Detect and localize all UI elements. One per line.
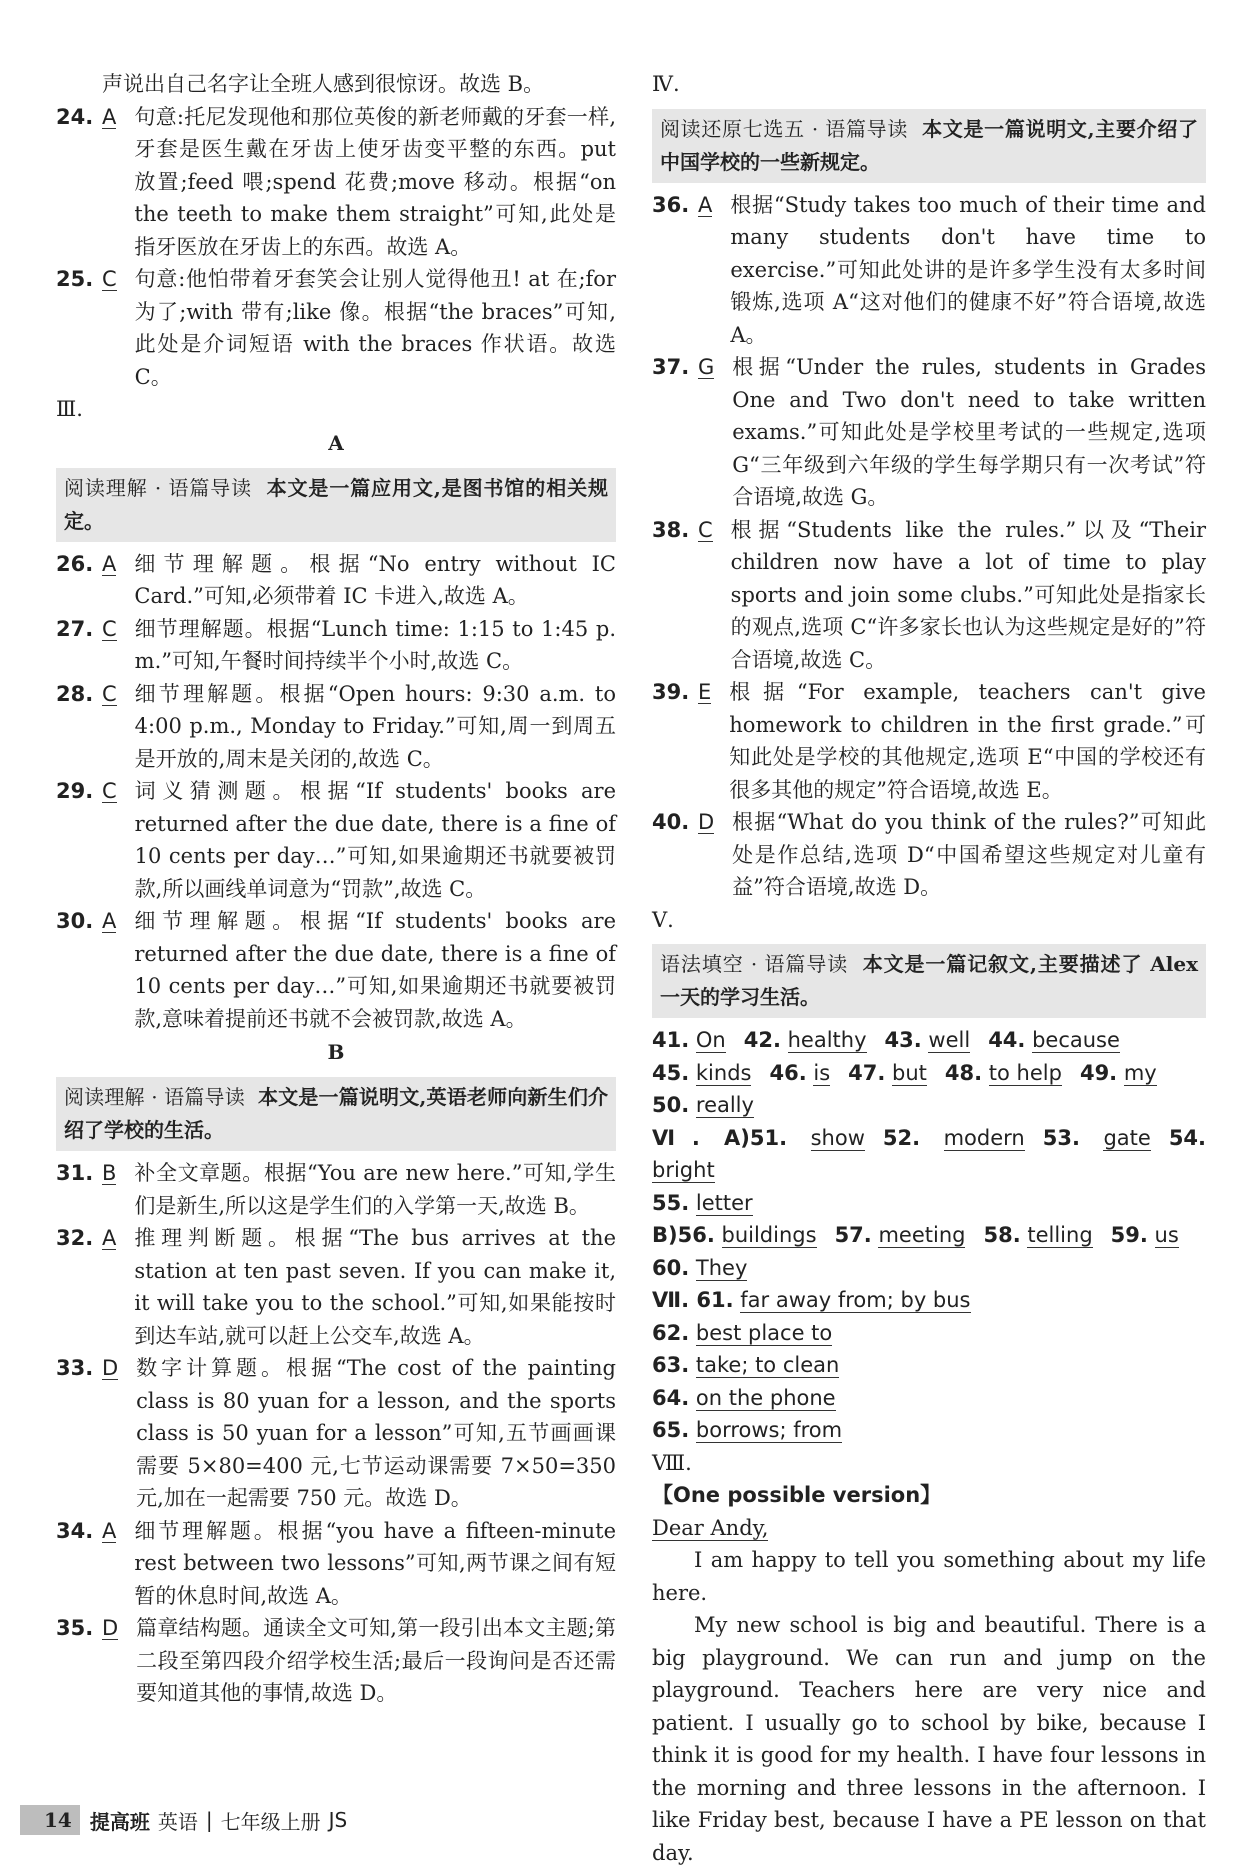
answer-item bbox=[652, 351, 1206, 514]
explanation: 细节理解题。根据“If students' books are returned after the due date, there is a fine of 10 cents per day…”可知,如果逾期还书就要被罚款,意味着提前还书就不会被罚款,故选 A。 bbox=[134, 905, 616, 1035]
passage-b-heading: B bbox=[56, 1035, 616, 1069]
fill-answer: healthy bbox=[788, 1028, 867, 1053]
fill-answer: us bbox=[1155, 1223, 1179, 1248]
fill-number: Ⅵ. A)51. bbox=[652, 1126, 787, 1150]
fill-answer: letter bbox=[696, 1191, 753, 1216]
fill-answer: is bbox=[813, 1061, 830, 1086]
fill-answer: my bbox=[1124, 1061, 1157, 1086]
fill-answer: because bbox=[1032, 1028, 1120, 1053]
answer-letter: E bbox=[698, 676, 711, 704]
fill-line bbox=[652, 1252, 1206, 1285]
fill-number: 45. bbox=[652, 1061, 689, 1085]
fill-line bbox=[652, 1089, 1206, 1122]
guide-label: 阅读理解 · 语篇导读 bbox=[64, 476, 252, 500]
question-number: 39. bbox=[652, 676, 698, 709]
answer-letter: D bbox=[102, 1612, 118, 1640]
page-footer bbox=[20, 1805, 347, 1835]
fill-answer: kinds bbox=[696, 1061, 752, 1086]
passage-a-guide bbox=[56, 468, 616, 542]
fill-number: 63. bbox=[652, 1353, 689, 1377]
answer-letter: A bbox=[102, 905, 116, 933]
answer-item bbox=[56, 613, 616, 678]
fill-answer: modern bbox=[944, 1126, 1025, 1151]
guide-text: 本文是一篇应用文,是图书馆的相关规定。 bbox=[64, 476, 608, 533]
fill-answer: show bbox=[811, 1126, 865, 1151]
guide-label: 语法填空 · 语篇导读 bbox=[660, 952, 848, 976]
question-number: 27. bbox=[56, 613, 102, 646]
passage-b-guide bbox=[56, 1077, 616, 1151]
fill-number: 62. bbox=[652, 1321, 689, 1345]
answer-item bbox=[652, 189, 1206, 352]
fill-answers bbox=[652, 1024, 1206, 1447]
answer-letter: C bbox=[698, 514, 713, 542]
answer-letter: C bbox=[102, 775, 117, 803]
fill-number: 60. bbox=[652, 1256, 689, 1280]
answer-letter: A bbox=[102, 548, 116, 576]
answer-letter: G bbox=[698, 351, 714, 379]
answer-item bbox=[56, 263, 616, 393]
fill-number: 58. bbox=[983, 1223, 1020, 1247]
fill-answer: far away from; by bus bbox=[740, 1288, 970, 1313]
explanation: 数字计算题。根据“The cost of the painting class is 80 yuan for a lesson, and the sports class is 50 yuan for a lesson”可知,五节画画课需要 5×80=400 元,七节运动课需要 7×50=350 元,加在一起需要 750 元。故选 D。 bbox=[136, 1352, 616, 1515]
fill-number: 44. bbox=[988, 1028, 1025, 1052]
answer-letter: C bbox=[102, 263, 117, 291]
fill-answer: On bbox=[696, 1028, 726, 1053]
question-number: 24. bbox=[56, 101, 102, 134]
question-number: 26. bbox=[56, 548, 102, 581]
passage-a-heading: A bbox=[56, 426, 616, 460]
explanation: 根据“Study takes too much of their time and many students don't have time to exercise.”可知此处讲的是许多学生没有太多时间锻炼,选项 A“这对他们的健康不好”符合语境,故选 A。 bbox=[730, 189, 1206, 352]
fill-number: 65. bbox=[652, 1418, 689, 1442]
fill-number: 50. bbox=[652, 1093, 689, 1117]
guide-label: 阅读还原七选五 · 语篇导读 bbox=[660, 117, 908, 141]
fill-answer: borrows; from bbox=[696, 1418, 842, 1443]
edition: JS bbox=[329, 1808, 348, 1832]
fill-answer: but bbox=[892, 1061, 927, 1086]
explanation: 根据“Students like the rules.”以及“Their children now have a lot of time to play sports and join some clubs.”可知此处是指家长的观点,选项 C“许多家长也认为这些规定是好的”符合语境,故选 C。 bbox=[731, 514, 1206, 677]
guide-text: 本文是一篇说明文,英语老师向新生们介绍了学校的生活。 bbox=[64, 1085, 608, 1142]
fill-line bbox=[652, 1057, 1206, 1090]
fill-line bbox=[652, 1382, 1206, 1415]
question-number: 32. bbox=[56, 1222, 102, 1255]
fill-number: 49. bbox=[1080, 1061, 1117, 1085]
answer-letter: A bbox=[102, 101, 116, 129]
answer-letter: A bbox=[102, 1515, 116, 1543]
answer-letter: D bbox=[102, 1352, 118, 1380]
answer-item bbox=[56, 1157, 616, 1222]
answer-letter: A bbox=[698, 189, 712, 217]
fill-answer: to help bbox=[989, 1061, 1062, 1086]
question-number: 29. bbox=[56, 775, 102, 808]
question-number: 28. bbox=[56, 678, 102, 711]
answer-group-5 bbox=[652, 189, 1206, 904]
fill-number: Ⅶ. 61. bbox=[652, 1288, 734, 1312]
fill-answer: gate bbox=[1103, 1126, 1150, 1151]
answer-item bbox=[56, 1352, 616, 1515]
answer-letter: A bbox=[102, 1222, 116, 1250]
passage-d-guide bbox=[652, 944, 1206, 1018]
fill-answer: bright bbox=[652, 1158, 715, 1183]
fill-answer: buildings bbox=[722, 1223, 817, 1248]
model-essay bbox=[652, 1512, 1206, 1869]
subject: 英语 bbox=[158, 1806, 198, 1835]
essay-greeting: Dear Andy, bbox=[652, 1512, 1206, 1545]
explanation: 细节理解题。根据“Open hours: 9:30 a.m. to 4:00 p.m., Monday to Friday.”可知,周一到周五是开放的,周末是关闭的,故选 C。 bbox=[135, 678, 616, 776]
fill-line bbox=[652, 1414, 1206, 1447]
explanation: 句意:他怕带着牙套笑会让别人觉得他丑! at 在;for 为了;with 带有;like 像。根据“the braces”可知,此处是介词短语 with the braces 作状语。故选 C。 bbox=[135, 263, 616, 393]
question-number: 36. bbox=[652, 189, 698, 222]
answer-item bbox=[56, 548, 616, 613]
explanation: 根据“For example, teachers can't give homework to children in the first grade.”可知此处是学校的其他规定,选项 E“中国的学校还有很多其他的规定”符合语境,故选 E。 bbox=[729, 676, 1206, 806]
question-number: 40. bbox=[652, 806, 698, 839]
question-number: 25. bbox=[56, 263, 102, 296]
answer-item bbox=[56, 101, 616, 264]
fill-answer: take; to clean bbox=[696, 1353, 839, 1378]
fill-number: 46. bbox=[769, 1061, 806, 1085]
passage-c-guide bbox=[652, 109, 1206, 183]
fill-answer: really bbox=[696, 1093, 754, 1118]
fill-number: 55. bbox=[652, 1191, 689, 1215]
answer-item bbox=[652, 514, 1206, 677]
answer-item bbox=[56, 1612, 616, 1710]
right-column bbox=[652, 68, 1206, 1869]
explanation: 细节理解题。根据“you have a fifteen-minute rest between two lessons”可知,两节课之间有短暂的休息时间,故选 A。 bbox=[134, 1515, 616, 1613]
answer-group-3 bbox=[56, 548, 616, 1036]
fill-answer: meeting bbox=[878, 1223, 965, 1248]
section-8-heading: Ⅷ. bbox=[652, 1447, 1206, 1480]
essay-paragraph-2: My new school is big and beautiful. There is a big playground. We can run and jump on the playground. Teachers here are very nice and patient. I usually go to school by bike, because I think it is good for my health. I have four lessons in the morning and three lessons in the afternoon. I like Friday best, because I have a PE lesson on that day. bbox=[652, 1609, 1206, 1869]
question-number: 31. bbox=[56, 1157, 102, 1190]
fill-number: 43. bbox=[885, 1028, 922, 1052]
fill-line bbox=[652, 1187, 1206, 1220]
fill-line bbox=[652, 1122, 1206, 1187]
answer-item bbox=[56, 1222, 616, 1352]
intro-line: 声说出自己名字让全班人感到很惊讶。故选 B。 bbox=[56, 68, 616, 101]
answer-item bbox=[56, 1515, 616, 1613]
question-number: 30. bbox=[56, 905, 102, 938]
section-3-heading: Ⅲ. bbox=[56, 393, 616, 426]
question-number: 38. bbox=[652, 514, 698, 547]
grade: 七年级上册 bbox=[221, 1806, 321, 1835]
question-number: 34. bbox=[56, 1515, 102, 1548]
answer-group-2 bbox=[56, 101, 616, 394]
fill-answer: best place to bbox=[696, 1321, 832, 1346]
answer-item bbox=[56, 678, 616, 776]
answer-item bbox=[652, 806, 1206, 904]
essay-paragraph-1: I am happy to tell you something about my life here. bbox=[652, 1544, 1206, 1609]
fill-line bbox=[652, 1024, 1206, 1057]
answer-letter: C bbox=[102, 613, 117, 641]
explanation: 根据“Under the rules, students in Grades One and Two don't need to take written exams.”可知此处是学校里考试的一些规定,选项 G“三年级到六年级的学生每学期只有一次考试”符合语境,故选 G。 bbox=[732, 351, 1206, 514]
fill-number: 41. bbox=[652, 1028, 689, 1052]
page-number: 14 bbox=[20, 1805, 80, 1835]
fill-line bbox=[652, 1349, 1206, 1382]
answer-item bbox=[56, 775, 616, 905]
fill-number: 53. bbox=[1043, 1126, 1080, 1150]
section-4-heading: Ⅳ. bbox=[652, 68, 1206, 101]
separator: | bbox=[206, 1808, 213, 1832]
fill-answer: on the phone bbox=[696, 1386, 836, 1411]
fill-line bbox=[652, 1317, 1206, 1350]
question-number: 37. bbox=[652, 351, 698, 384]
fill-answer: They bbox=[696, 1256, 748, 1281]
explanation: 词义猜测题。根据“If students' books are returned after the due date, there is a fine of 10 cents per day…”可知,如果逾期还书就要被罚款,所以画线单词意为“罚款”,故选 C。 bbox=[135, 775, 616, 905]
guide-label: 阅读理解 · 语篇导读 bbox=[64, 1085, 245, 1109]
left-column bbox=[56, 68, 616, 1710]
fill-answer: well bbox=[928, 1028, 970, 1053]
fill-number: 59. bbox=[1111, 1223, 1148, 1247]
explanation: 补全文章题。根据“You are new here.”可知,学生们是新生,所以这是学生们的入学第一天,故选 B。 bbox=[134, 1157, 616, 1222]
fill-line bbox=[652, 1284, 1206, 1317]
fill-line bbox=[652, 1219, 1206, 1252]
answer-letter: B bbox=[102, 1157, 116, 1185]
guide-text: 本文是一篇记叙文,主要描述了 Alex 一天的学习生活。 bbox=[660, 952, 1198, 1009]
section-5-heading: Ⅴ. bbox=[652, 904, 1206, 937]
fill-answer: telling bbox=[1027, 1223, 1092, 1248]
brand-name: 提高班 bbox=[90, 1806, 150, 1835]
guide-text: 本文是一篇说明文,主要介绍了中国学校的一些新规定。 bbox=[660, 117, 1198, 174]
question-number: 35. bbox=[56, 1612, 102, 1645]
explanation: 句意:托尼发现他和那位英俊的新老师戴的牙套一样,牙套是医生戴在牙齿上使牙齿变平整的东西。put 放置;feed 喂;spend 花费;move 移动。根据“on the teeth to make them straight”可知,此处是指牙医放在牙齿上的东西。故选 A。 bbox=[134, 101, 616, 264]
fill-number: 54. bbox=[1169, 1126, 1206, 1150]
answer-letter: D bbox=[698, 806, 714, 834]
fill-number: 64. bbox=[652, 1386, 689, 1410]
answer-group-4 bbox=[56, 1157, 616, 1710]
answer-item bbox=[652, 676, 1206, 806]
fill-number: 52. bbox=[883, 1126, 920, 1150]
explanation: 细节理解题。根据“Lunch time: 1:15 to 1:45 p. m.”可知,午餐时间持续半个小时,故选 C。 bbox=[135, 613, 616, 678]
explanation: 根据“What do you think of the rules?”可知此处是作总结,选项 D“中国希望这些规定对儿童有益”符合语境,故选 D。 bbox=[732, 806, 1206, 904]
answer-item bbox=[56, 905, 616, 1035]
question-number: 33. bbox=[56, 1352, 102, 1385]
fill-number: 48. bbox=[945, 1061, 982, 1085]
version-label: 【One possible version】 bbox=[652, 1479, 1206, 1512]
explanation: 篇章结构题。通读全文可知,第一段引出本文主题;第二段至第四段介绍学校生活;最后一段询问是否还需要知道其他的事情,故选 D。 bbox=[136, 1612, 616, 1710]
fill-number: 47. bbox=[848, 1061, 885, 1085]
fill-number: 57. bbox=[835, 1223, 872, 1247]
explanation: 推理判断题。根据“The bus arrives at the station at ten past seven. If you can make it, it will take you to the school.”可知,如果能按时到达车站,就可以赶上公交车,故选 A。 bbox=[134, 1222, 616, 1352]
explanation: 细节理解题。根据“No entry without IC Card.”可知,必须带着 IC 卡进入,故选 A。 bbox=[134, 548, 616, 613]
fill-number: 42. bbox=[744, 1028, 781, 1052]
answer-letter: C bbox=[102, 678, 117, 706]
fill-number: B)56. bbox=[652, 1223, 715, 1247]
